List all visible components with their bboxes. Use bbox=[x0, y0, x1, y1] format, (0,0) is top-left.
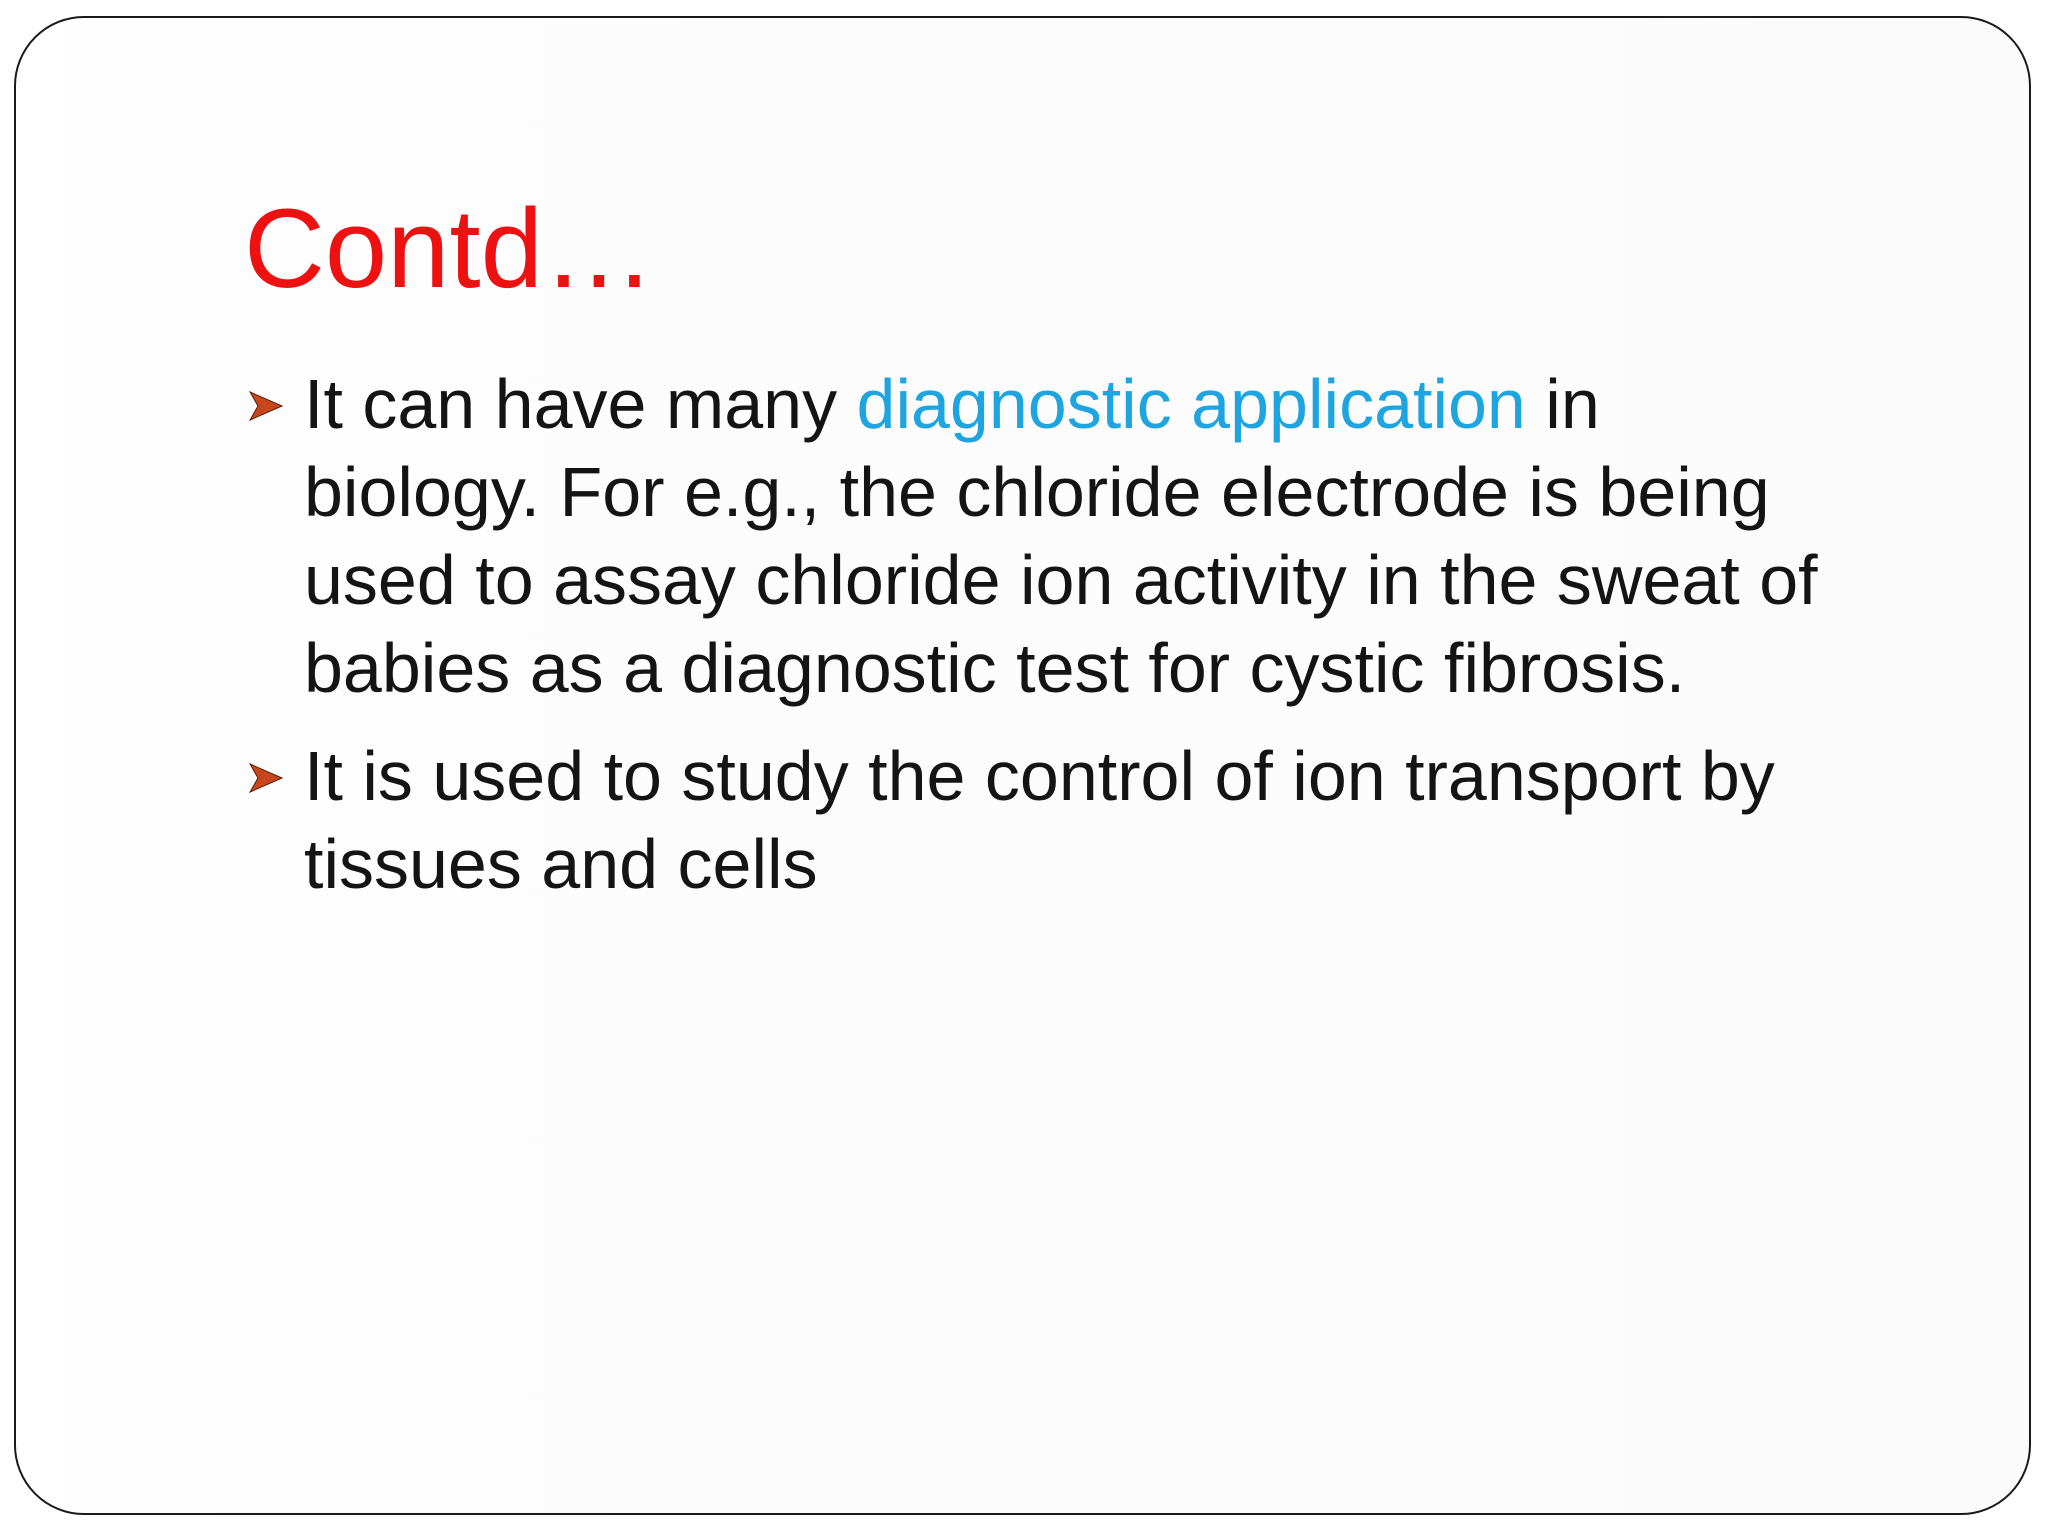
arrowhead-bullet-icon bbox=[246, 386, 286, 426]
slide-title: Contd… bbox=[244, 186, 655, 311]
bullet-line-end: in bbox=[1525, 365, 1600, 443]
bullet-list bbox=[244, 360, 1944, 928]
bullet-item bbox=[244, 360, 1944, 712]
bullet-line-start: It can have many bbox=[304, 365, 857, 443]
bullet-text bbox=[304, 732, 1944, 908]
bullet-line bbox=[304, 360, 1944, 448]
bullet-line: tissues and cells bbox=[304, 825, 818, 903]
bullet-text bbox=[304, 360, 1944, 712]
bullet-item bbox=[244, 732, 1944, 908]
bullet-line: used to assay chloride ion activity in the sweat of bbox=[304, 541, 1818, 619]
arrowhead-bullet-icon bbox=[246, 758, 286, 798]
bullet-line: It is used to study the control of ion transport by bbox=[304, 737, 1775, 815]
highlighted-term: diagnostic application bbox=[856, 365, 1526, 443]
bullet-line: biology. For e.g., the chloride electrode is being bbox=[304, 453, 1770, 531]
slide-frame bbox=[14, 16, 2031, 1515]
bullet-line: babies as a diagnostic test for cystic fibrosis. bbox=[304, 629, 1686, 707]
